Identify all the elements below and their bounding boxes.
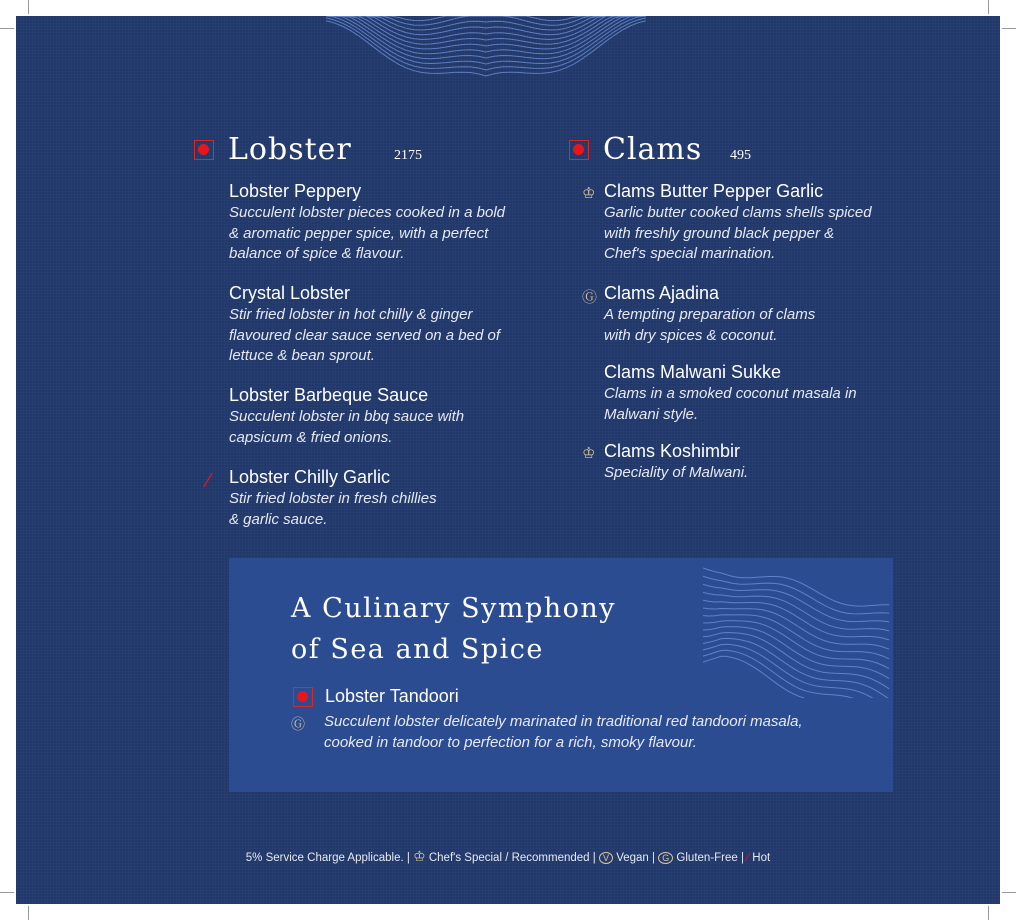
- non-veg-marker-icon: [569, 140, 589, 160]
- non-veg-marker-icon: [194, 140, 214, 160]
- menu-item-desc: [229, 203, 505, 265]
- section-title-lobster: Lobster: [228, 132, 352, 167]
- wave-line: [326, 16, 646, 21]
- menu-item-name: Clams Butter Pepper Garlic: [604, 181, 824, 201]
- menu-item-desc: [229, 407, 464, 448]
- desc-line: Stir fried lobster in fresh chillies: [229, 490, 437, 507]
- clams-price: 495: [730, 148, 751, 163]
- desc-line: Succulent lobster pieces cooked in a bold: [229, 204, 506, 221]
- service-charge-note: 5% Service Charge Applicable.: [245, 852, 404, 864]
- non-veg-marker-icon: [293, 687, 313, 707]
- menu-item-name: Clams Ajadina: [604, 283, 720, 303]
- gluten-free-icon: G: [658, 852, 673, 864]
- footer-legend: 5% Service Charge Applicable. | ♔ Chef's Special / Recommended | V Vegan | G Gluten-Free | ⁄ Hot: [245, 848, 771, 864]
- wave-line: [703, 656, 889, 698]
- wave-line: [326, 18, 646, 70]
- chef-hat-icon: ♔: [582, 185, 596, 202]
- wave-line: [703, 576, 889, 614]
- feature-title-line: of Sea and Spice: [291, 634, 544, 665]
- menu-item-name: Crystal Lobster: [229, 283, 351, 303]
- menu-item-name: Clams Koshimbir: [604, 441, 741, 461]
- chef-hat-icon: ♔: [582, 445, 596, 462]
- menu-item-desc: [229, 305, 500, 367]
- wave-decoration: [703, 558, 893, 698]
- desc-line: Malwani style.: [604, 405, 699, 423]
- menu-item-desc: [604, 384, 857, 425]
- menu-item-name: Lobster Barbeque Sauce: [229, 385, 429, 405]
- wave-line: [703, 568, 889, 606]
- feature-title-line: A Culinary Symphony: [291, 593, 617, 624]
- desc-line: & aromatic pepper spice, with a perfect: [229, 224, 489, 242]
- desc-line: with freshly ground black pepper &: [604, 224, 835, 242]
- desc-line: with dry spices & coconut.: [604, 326, 778, 344]
- chef-hat-icon: ♔: [413, 848, 426, 864]
- desc-line: Garlic butter cooked clams shells spiced: [604, 204, 872, 221]
- feature-box: [229, 558, 893, 792]
- desc-line: cooked in tandoor to perfection for a rich, smoky flavour.: [324, 733, 697, 751]
- legend-chef: Chef's Special / Recommended: [428, 852, 590, 864]
- legend-hot: Hot: [752, 852, 771, 864]
- menu-item-desc: [604, 203, 872, 265]
- desc-line: Succulent lobster in bbq sauce with: [229, 408, 465, 425]
- desc-line: balance of spice & flavour.: [229, 245, 405, 262]
- hot-chilli-icon: ⁄: [207, 470, 211, 492]
- wave-line: [703, 638, 889, 698]
- desc-line: Stir fried lobster in hot chilly & ginger: [229, 306, 473, 323]
- desc-line: lettuce & bean sprout.: [229, 347, 375, 364]
- desc-line: Succulent lobster delicately marinated in traditional red tandoori masala,: [324, 713, 803, 730]
- wave-decoration: [326, 16, 646, 116]
- vegan-icon: V: [599, 852, 613, 864]
- hot-chilli-icon: ⁄: [747, 852, 750, 864]
- menu-item-name: Lobster Chilly Garlic: [229, 467, 391, 487]
- desc-line: Speciality of Malwani.: [604, 464, 749, 481]
- desc-line: capsicum & fried onions.: [229, 428, 393, 446]
- legend-vegan: Vegan: [616, 852, 649, 864]
- desc-line: & garlic sauce.: [229, 510, 328, 528]
- legend-gluten-free: Gluten-Free: [676, 852, 738, 864]
- desc-line: flavoured clear sauce served on a bed of: [229, 326, 501, 344]
- gluten-free-icon: Ⓖ: [582, 289, 598, 306]
- desc-line: A tempting preparation of clams: [604, 306, 816, 323]
- menu-item-name: Lobster Peppery: [229, 181, 362, 201]
- feature-title: [291, 588, 616, 670]
- desc-line: Clams in a smoked coconut masala in: [604, 385, 857, 402]
- feature-item-name: Lobster Tandoori: [325, 686, 459, 706]
- lobster-price: 2175: [394, 148, 422, 163]
- menu-item-desc: [604, 305, 815, 346]
- menu-item-name: Clams Malwani Sukke: [604, 362, 782, 382]
- wave-line: [703, 633, 889, 689]
- section-title-clams: Clams: [603, 132, 703, 167]
- feature-item-desc: [324, 712, 803, 753]
- desc-line: Chef's special marination.: [604, 245, 776, 262]
- menu-item-desc: [229, 489, 437, 530]
- gluten-free-icon: Ⓖ: [291, 716, 305, 732]
- menu-page: [16, 16, 1000, 904]
- menu-item-desc: [604, 463, 748, 484]
